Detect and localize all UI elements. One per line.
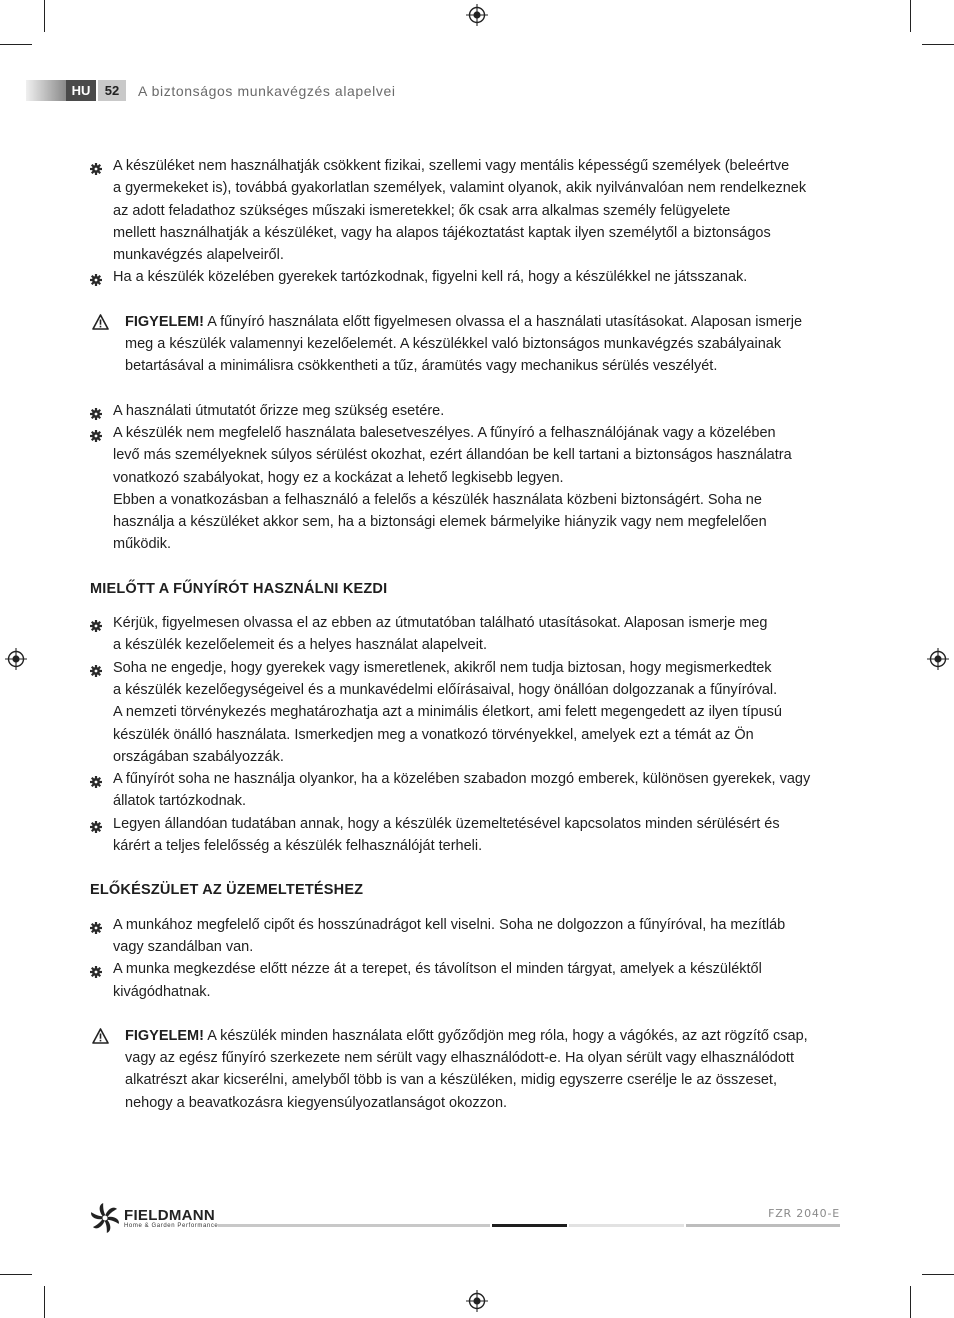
- list-item-line: A fűnyírót soha ne használja olyankor, ha a közelében szabadon mozgó emberek, különösen gyerekek, vagy: [113, 771, 811, 788]
- registration-mark-icon: [5, 648, 27, 670]
- list-item-line: a készülék kezelőegységeivel és a munkavédelmi előírásaival, hogy önállóan dolgozzanak a fűnyíróval.: [113, 681, 778, 698]
- list-item: [90, 155, 832, 266]
- footer-rule-accent: [492, 1224, 567, 1227]
- list-item-line: kárért a teljes felelősség a készülék felhasználóját terheli.: [113, 838, 483, 855]
- list-item-line: A nemzeti törvénykezés meghatározhatja azt a minimális életkort, ami felett megengedett az ilyen típusú: [113, 704, 782, 721]
- list-item: [90, 266, 832, 288]
- spacer: [90, 857, 832, 879]
- model-number: FZR 2040-E: [768, 1207, 840, 1220]
- list-item: [90, 400, 832, 422]
- warning-note: [90, 1025, 832, 1114]
- warning-line: meg a készülék valamennyi kezelőelemét. A készülékkel való biztonságos munkavégzés szabályainak: [125, 336, 782, 353]
- warning-line: alkatrészt akar kicserélni, amelyből több is van a készüléken, midig egyszerre cserélje le az összeset,: [125, 1072, 777, 1089]
- registration-mark-icon: [466, 1290, 488, 1312]
- section-title: A biztonságos munkavégzés alapelvei: [138, 82, 396, 99]
- list-item: [90, 657, 832, 768]
- warning-triangle-icon: [92, 1028, 109, 1044]
- list-item-line: állatok tartózkodnak.: [113, 793, 246, 810]
- footer-rule: [686, 1224, 840, 1227]
- gear-bullet-icon: [90, 773, 102, 785]
- spacer: [90, 600, 832, 612]
- section-heading: MIELŐTT A FŰNYÍRÓT HASZNÁLNI KEZDI: [90, 580, 388, 597]
- list-item: [90, 813, 832, 858]
- brand-name: FIELDMANN: [124, 1206, 216, 1224]
- spacer: [90, 1003, 832, 1025]
- warning-label: FIGYELEM!: [125, 313, 204, 330]
- list-item-line: A munka megkezdése előtt nézze át a terepet, és távolítson el minden tárgyat, amelyek a készüléktől: [113, 961, 762, 978]
- gear-bullet-icon: [90, 818, 102, 830]
- crop-mark: [0, 1274, 32, 1275]
- gear-bullet-icon: [90, 919, 102, 931]
- footer-rule: [569, 1224, 684, 1227]
- list-item: [90, 958, 832, 1003]
- page-footer: [90, 1200, 840, 1234]
- list-item: [90, 768, 832, 813]
- list-item-line: a készülék kezelőelemeit és a helyes használat alapelveit.: [113, 637, 487, 654]
- gear-bullet-icon: [90, 617, 102, 629]
- list-item: [90, 612, 832, 657]
- list-item: [90, 422, 832, 556]
- crop-mark: [44, 1286, 45, 1318]
- warning-line: A fűnyíró használata előtt figyelmesen olvassa el a használati utasításokat. Alaposan ismerje: [207, 313, 803, 330]
- gear-bullet-icon: [90, 662, 102, 674]
- warning-line: nehogy a beavatkozásra kiegyensúlyozatlanságot okozzon.: [125, 1094, 508, 1111]
- section-heading: ELŐKÉSZÜLET AZ ÜZEMELTETÉSHEZ: [90, 882, 364, 899]
- crop-mark: [922, 44, 954, 45]
- spacer: [90, 378, 832, 400]
- list-item-line: kivágódhatnak.: [113, 983, 211, 1000]
- warning-line: betartásával a minimálisra csökkentheti a tűz, áramütés vagy mechanikus sérülés veszélyét.: [125, 358, 718, 375]
- list-item-line: Kérjük, figyelmesen olvassa el az ebben az útmutatóban található utasításokat. Alaposan ismerje meg: [113, 615, 768, 632]
- crop-mark: [0, 44, 32, 45]
- list-item-line: Legyen állandóan tudatában annak, hogy a készülék üzemeltetésével kapcsolatos minden sérülésért és: [113, 815, 780, 832]
- brand-logo: [90, 1203, 218, 1233]
- warning-line: A készülék minden használata előtt győződjön meg róla, hogy a vágókés, az azt rögzítő csap,: [207, 1027, 808, 1044]
- list-item-line: Ebben a vonatkozásban a felhasználó a felelős a készülék használata közbeni biztonságért. Soha ne: [113, 491, 762, 508]
- spacer: [90, 556, 832, 578]
- spacer: [90, 289, 832, 311]
- list-item-line: levő más személyeknek súlyos sérülést okozhat, ezért állandóan be kell tartani a biztonságos használatra: [113, 447, 792, 464]
- crop-mark: [44, 0, 45, 32]
- gear-bullet-icon: [90, 963, 102, 975]
- page-number: 52: [98, 80, 126, 101]
- list-item-line: a gyermekeket is), továbbá gyakorlatlan személyek, valamint olyanok, akik nyilvánvalóan nem rendelkeznek: [113, 180, 807, 197]
- warning-label: FIGYELEM!: [125, 1027, 204, 1044]
- list-item-line: országában szabályozzák.: [113, 748, 284, 765]
- language-badge: HU: [66, 80, 96, 101]
- gear-bullet-icon: [90, 427, 102, 439]
- footer-rule: [218, 1224, 490, 1227]
- warning-note: [90, 311, 832, 378]
- registration-mark-icon: [466, 4, 488, 26]
- header-gradient-bar: [26, 80, 66, 101]
- registration-mark-icon: [927, 648, 949, 670]
- list-item-line: működik.: [113, 536, 172, 553]
- crop-mark: [910, 1286, 911, 1318]
- gear-bullet-icon: [90, 271, 102, 283]
- list-item-line: vagy szandálban van.: [113, 938, 254, 955]
- list-item-line: A készülék nem megfelelő használata balesetveszélyes. A fűnyíró a felhasználójának vagy a közelében: [113, 424, 776, 441]
- list-item-line: A használati útmutatót őrizze meg szükség esetére.: [113, 402, 445, 419]
- list-item-line: mellett használhatják a készüléket, vagy ha alapos tájékoztatást kaptak ilyen személytől a biztonságos: [113, 224, 771, 241]
- list-item-line: az adott feladathoz szükséges műszaki ismeretekkel; ők csak arra alkalmas személy felügyelete: [113, 202, 731, 219]
- list-item: [90, 914, 832, 959]
- warning-triangle-icon: [92, 314, 109, 330]
- document-body: [90, 155, 832, 1114]
- brand-tagline: Home & Garden Performance: [124, 1222, 219, 1229]
- list-item-line: Ha a készülék közelében gyerekek tartózkodnak, figyelni kell rá, hogy a készülékkel ne játsszanak.: [113, 269, 748, 286]
- fieldmann-fan-logo-icon: [90, 1203, 120, 1233]
- crop-mark: [922, 1274, 954, 1275]
- list-item-line: A készüléket nem használhatják csökkent fizikai, szellemi vagy mentális képességű személyek (beleértve: [113, 158, 790, 174]
- list-item-line: A munkához megfelelő cipőt és hosszúnadrágot kell viselni. Soha ne dolgozzon a fűnyíróval, ha mezítláb: [113, 916, 786, 933]
- gear-bullet-icon: [90, 160, 102, 172]
- list-item-line: készülék önálló használata. Ismerkedjen meg a vonatkozó törvényekkel, amelyek ezt a témát az Ön: [113, 726, 754, 743]
- warning-line: vagy az egész fűnyíró szerkezete nem sérült vagy elhasználódott-e. Ha olyan sérült vagy elhasználódott: [125, 1050, 794, 1067]
- list-item-line: használja a készüléket akkor sem, ha a biztonsági elemek bármelyike hiányzik vagy nem megfelelően: [113, 514, 767, 531]
- list-item-line: munkavégzés alapelveiről.: [113, 247, 284, 264]
- spacer: [90, 902, 832, 914]
- list-item-line: vonatkozó szabályokat, hogy ez a kockázat a lehető legkisebb legyen.: [113, 469, 564, 486]
- page-header: [26, 80, 396, 101]
- crop-mark: [910, 0, 911, 32]
- gear-bullet-icon: [90, 405, 102, 417]
- list-item-line: Soha ne engedje, hogy gyerekek vagy ismeretlenek, akikről nem tudja biztosan, hogy megismerkedtek: [113, 659, 772, 676]
